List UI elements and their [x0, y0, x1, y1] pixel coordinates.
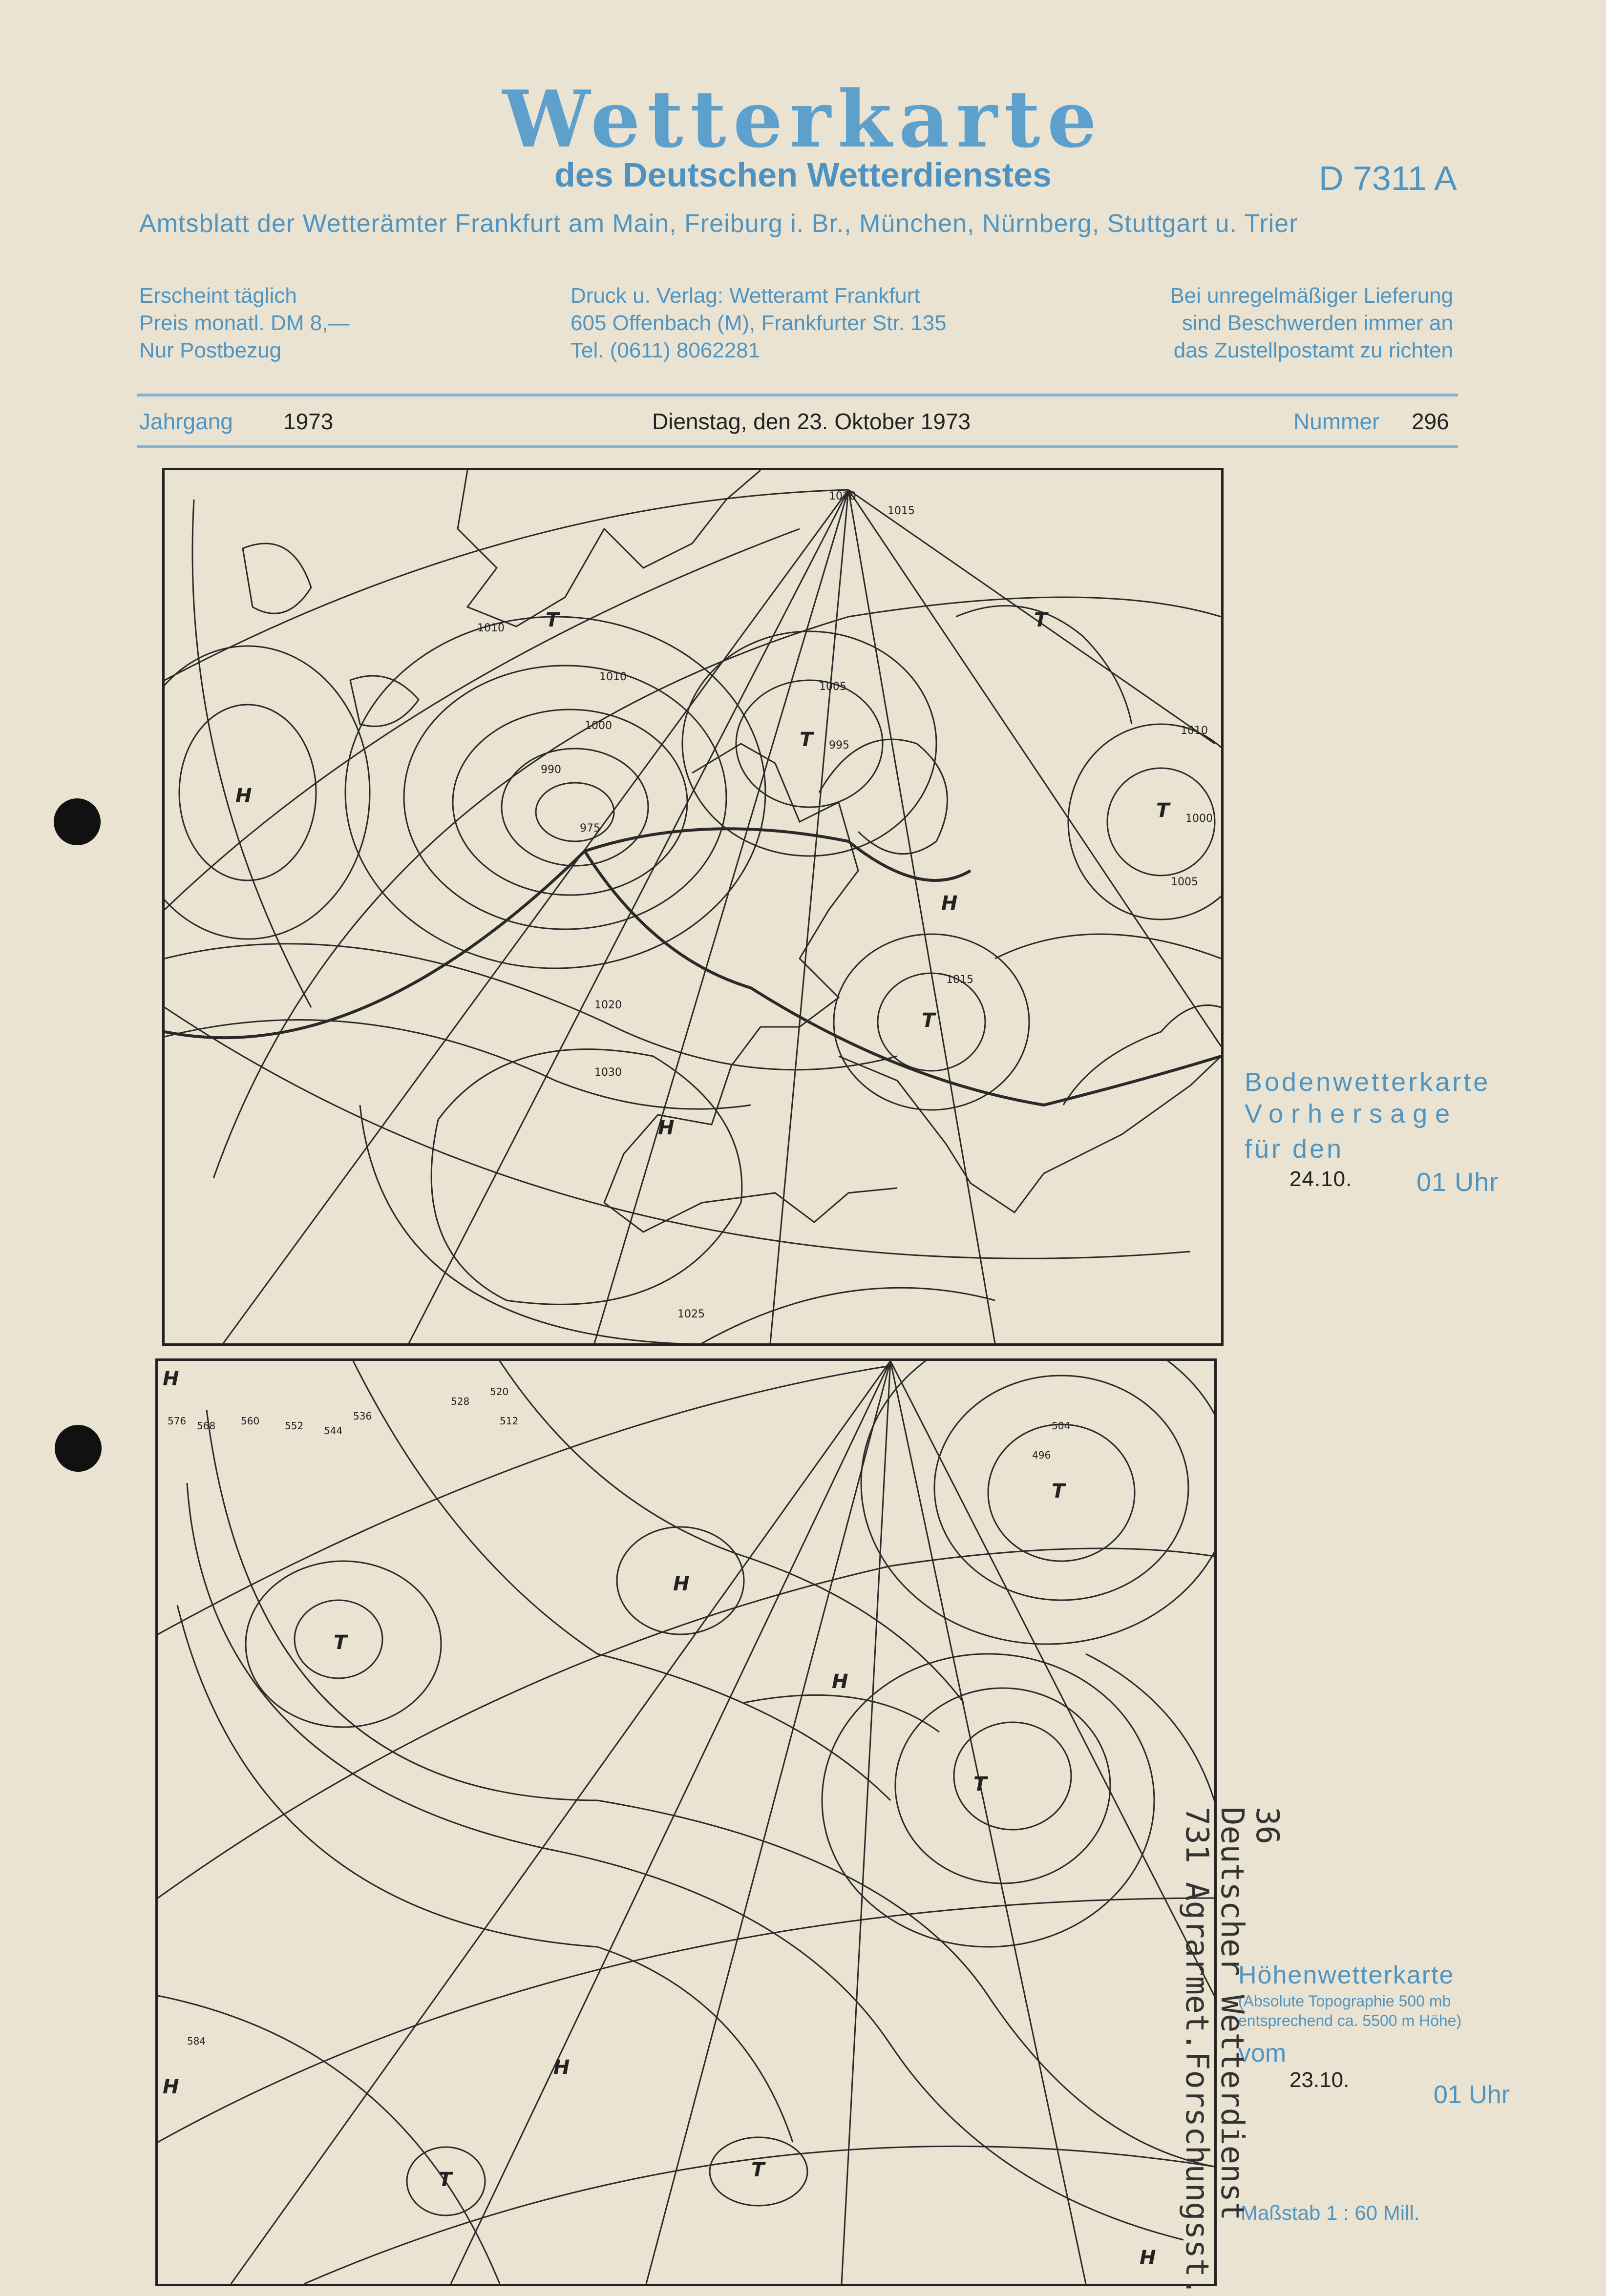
contour-label: 520 [490, 1386, 509, 1398]
upper-map-description: entsprechend ca. 5500 m Höhe) [1238, 2012, 1462, 2029]
isobar-label: 1010 [1181, 725, 1208, 737]
upper-center-label: T [973, 1773, 987, 1795]
surface-map-drawing [165, 470, 1221, 1343]
upper-center-label: H [163, 1368, 179, 1390]
upper-center-label: T [439, 2169, 452, 2191]
info-mid-line: 605 Offenbach (M), Frankfurter Str. 135 [571, 311, 947, 335]
info-left-line: Nur Postbezug [139, 338, 282, 362]
surface-center-label: H [941, 892, 958, 915]
info-left-line: Erscheint täglich [139, 284, 297, 308]
upper-center-label: H [832, 1670, 848, 1693]
contour-label: 560 [241, 1415, 260, 1427]
info-left-line: Preis monatl. DM 8,— [139, 311, 350, 335]
surface-center-label: T [546, 609, 559, 631]
surface-center-label: T [800, 729, 813, 751]
surface-map-title: Bodenwetterkarte [1245, 1067, 1491, 1097]
info-mid [571, 282, 947, 364]
upper-air-map [155, 1358, 1217, 2286]
upper-map-title: Höhenwetterkarte [1238, 1961, 1455, 1989]
contour-label: 496 [1032, 1449, 1051, 1461]
surface-center-label: T [1034, 609, 1048, 631]
surface-map-subtitle: Vorhersage [1245, 1099, 1458, 1128]
upper-center-label: H [553, 2056, 570, 2079]
upper-center-label: H [673, 1573, 690, 1595]
info-left [139, 282, 349, 364]
isobar-label: 1010 [599, 671, 627, 683]
info-mid-line: Tel. (0611) 8062281 [571, 338, 761, 362]
stamp-line: 731 Agrarmet.Forschungsst. [1179, 1807, 1215, 2296]
nummer-value: 296 [1412, 409, 1449, 434]
upper-map-date: 23.10. [1289, 2068, 1350, 2092]
map-scale: Maßstab 1 : 60 Mill. [1241, 2201, 1420, 2224]
isobar-label: 1000 [585, 720, 612, 732]
upper-center-label: T [1052, 1480, 1065, 1503]
isobar-label: 1015 [888, 505, 915, 517]
contour-label: 512 [500, 1415, 519, 1427]
upper-map-time: 01 Uhr [1434, 2081, 1510, 2109]
publication-code: D 7311 A [1319, 159, 1457, 197]
contour-label: 568 [197, 1420, 216, 1432]
contour-label: 504 [1052, 1420, 1071, 1432]
surface-map-fuer: für den [1245, 1134, 1344, 1164]
isobar-label: 1025 [677, 1308, 705, 1320]
isobar-label: 1010 [477, 622, 505, 634]
contour-label: 584 [187, 2035, 206, 2047]
surface-map-date: 24.10. [1289, 1167, 1352, 1191]
upper-map-drawing [158, 1361, 1214, 2284]
upper-center-label: H [163, 2076, 179, 2098]
info-right [1143, 282, 1453, 364]
punch-hole [54, 798, 101, 845]
isobar-label: 990 [541, 764, 561, 776]
isobar-label: 995 [829, 739, 849, 751]
info-right-line: Bei unregelmäßiger Lieferung [1170, 284, 1453, 308]
info-mid-line: Druck u. Verlag: Wetteramt Frankfurt [571, 284, 920, 308]
isobar-label: 1020 [829, 490, 856, 502]
stamp-line: Deutscher Wetterdienst [1214, 1807, 1250, 2221]
upper-center-label: T [751, 2159, 765, 2181]
upper-map-description: (Absolute Topographie 500 mb [1238, 1992, 1451, 2010]
surface-forecast-map [162, 468, 1224, 1346]
contour-label: 576 [168, 1415, 187, 1427]
surface-map-time: 01 Uhr [1416, 1168, 1499, 1197]
surface-center-label: H [235, 785, 252, 807]
newspaper-subtitle: des Deutschen Wetterdienstes [554, 156, 1052, 194]
info-right-line: das Zustellpostamt zu richten [1173, 338, 1453, 362]
upper-center-label: H [1140, 2247, 1156, 2269]
header-rule-top [137, 394, 1458, 397]
surface-center-label: T [1156, 799, 1170, 822]
upper-map-vom: vom [1238, 2039, 1287, 2067]
surface-center-label: H [658, 1117, 675, 1139]
info-right-line: sind Beschwerden immer an [1182, 311, 1453, 335]
isobar-label: 1015 [946, 974, 973, 986]
isobar-label: 975 [580, 822, 600, 835]
isobar-label: 1005 [1171, 876, 1198, 888]
upper-center-label: T [334, 1631, 347, 1654]
surface-center-label: T [922, 1009, 935, 1032]
contour-label: 536 [353, 1410, 372, 1422]
nummer-label: Nummer [1293, 409, 1380, 434]
contour-label: 528 [451, 1396, 470, 1407]
contour-label: 544 [324, 1425, 343, 1437]
isobar-label: 1020 [594, 999, 622, 1011]
isobar-label: 1000 [1185, 813, 1213, 825]
newspaper-title: Wetterkarte [502, 73, 1104, 165]
punch-hole [55, 1425, 102, 1472]
header-rule-bottom [137, 445, 1458, 448]
jahrgang-value: 1973 [283, 409, 334, 434]
amtsblatt-line: Amtsblatt der Wetterämter Frankfurt am Main, Freiburg i. Br., München, Nürnberg, Stuttgart u. Trier [139, 209, 1298, 238]
issue-date: Dienstag, den 23. Oktober 1973 [652, 409, 971, 434]
library-stamp [1179, 1807, 1285, 2296]
isobar-label: 1005 [819, 681, 846, 693]
stamp-number: 36 [1249, 1807, 1285, 1845]
jahrgang-label: Jahrgang [139, 409, 233, 434]
isobar-label: 1030 [594, 1066, 622, 1079]
contour-label: 552 [285, 1420, 304, 1432]
